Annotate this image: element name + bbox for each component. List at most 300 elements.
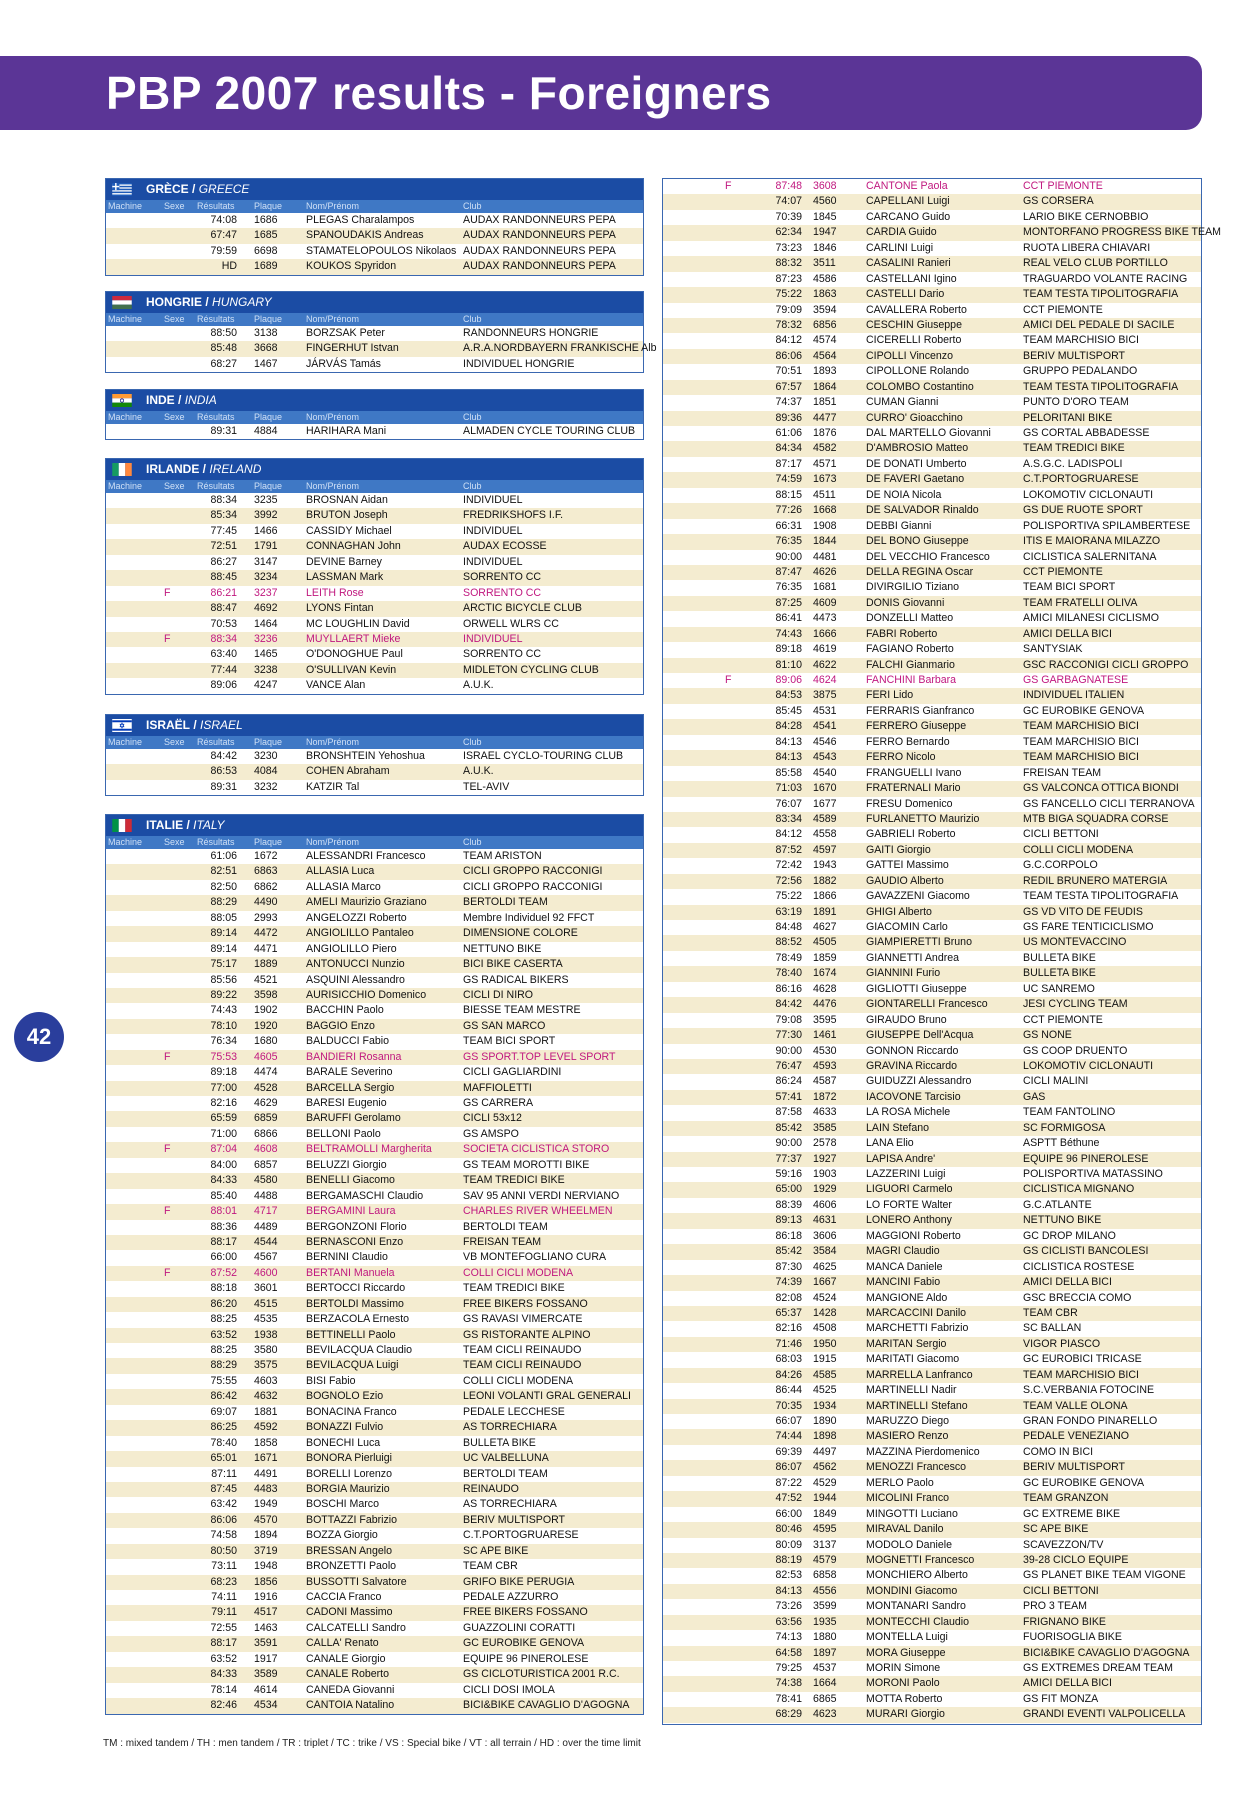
rider-name-cell: BANDIERI Rosanna <box>306 1050 402 1063</box>
result-cell: 76:07 <box>775 797 802 810</box>
rider-name-cell: MORIN Simone <box>866 1662 941 1674</box>
country-name: HONGRIE / HUNGARY <box>146 295 272 309</box>
result-cell: 69:07 <box>210 1405 237 1418</box>
result-cell: 86:18 <box>775 1229 802 1242</box>
rider-name-cell: FERRO Bernardo <box>866 735 950 748</box>
result-cell: 79:08 <box>775 1013 802 1026</box>
rider-name-cell: CADONI Massimo <box>306 1606 393 1619</box>
result-cell: 63:56 <box>775 1615 802 1628</box>
result-cell: 65:37 <box>775 1306 802 1319</box>
rider-name-cell: GIRAUDO Bruno <box>866 1013 947 1026</box>
plate-cell: 4084 <box>254 765 278 778</box>
plate-cell: 3137 <box>813 1538 837 1551</box>
plate-cell: 4473 <box>813 612 837 625</box>
result-cell: 82:50 <box>210 880 237 893</box>
rider-name-cell: ALESSANDRI Francesco <box>306 850 426 862</box>
column-header-name: Nom/Prénom <box>306 737 360 747</box>
table-row <box>106 1544 643 1559</box>
rider-name-cell: BRUTON Joseph <box>306 509 388 522</box>
column-header-results: Résultats <box>197 314 235 324</box>
result-cell: 88:39 <box>775 1198 802 1211</box>
table-row <box>106 1158 643 1173</box>
column-header-machine: Machine <box>108 314 143 324</box>
result-cell: 59:16 <box>775 1168 802 1180</box>
rider-name-cell: MENOZZI Francesco <box>866 1461 967 1474</box>
club-cell: CCT PIEMONTE <box>1023 1013 1103 1026</box>
plate-cell: 3594 <box>813 303 837 316</box>
table-row <box>663 688 1201 703</box>
result-cell: 88:52 <box>775 936 802 949</box>
table-row <box>663 1260 1201 1275</box>
club-cell: AUDAX RANDONNEURS PEPA <box>463 244 616 257</box>
result-cell: 78:41 <box>775 1692 802 1705</box>
table-row <box>663 1615 1201 1630</box>
rider-name-cell: CASTELLI Dario <box>866 288 945 301</box>
plate-cell: 3138 <box>254 327 278 339</box>
result-cell: 84:12 <box>775 828 802 841</box>
result-cell: 89:36 <box>775 411 802 424</box>
plate-cell: 4589 <box>813 812 837 825</box>
table-row <box>106 1111 643 1126</box>
table-row <box>663 318 1201 333</box>
rider-name-cell: BOGNOLO Ezio <box>306 1390 384 1403</box>
rider-name-cell: BORGIA Maurizio <box>306 1482 390 1495</box>
plate-cell: 4525 <box>813 1384 837 1397</box>
plate-cell: 1858 <box>254 1436 278 1449</box>
table-row <box>106 1266 643 1281</box>
table-row <box>106 1081 643 1096</box>
rider-name-cell: HARIHARA Mani <box>306 425 387 437</box>
rider-name-cell: BACCHIN Paolo <box>306 1004 384 1017</box>
plate-cell: 6866 <box>254 1127 278 1140</box>
table-row <box>106 586 643 601</box>
club-cell: GS VALCONCA OTTICA BIONDI <box>1023 782 1179 795</box>
table-row <box>663 1445 1201 1460</box>
club-cell: PRO 3 TEAM <box>1023 1600 1087 1613</box>
plate-cell: 1881 <box>254 1405 278 1418</box>
plate-cell: 3601 <box>254 1282 278 1295</box>
plate-cell: 6857 <box>254 1158 278 1171</box>
club-cell: FRIGNANO BIKE <box>1023 1615 1106 1628</box>
plate-cell: 1876 <box>813 427 837 439</box>
plate-cell: 1948 <box>254 1560 278 1573</box>
table-row <box>106 1142 643 1157</box>
result-cell: 79:59 <box>210 244 237 257</box>
club-cell: TEAM FANTOLINO <box>1023 1106 1116 1119</box>
result-cell: 82:51 <box>210 865 237 878</box>
table-row <box>106 780 643 795</box>
club-cell: TEAM CICLI REINAUDO <box>463 1344 582 1356</box>
table-row <box>106 1343 643 1358</box>
rider-name-cell: CANALE Giorgio <box>306 1652 386 1665</box>
rider-name-cell: BERNINI Claudio <box>306 1251 388 1264</box>
result-cell: 84:33 <box>210 1174 237 1187</box>
rider-name-cell: LEITH Rose <box>306 586 364 599</box>
club-cell: TEAM TREDICI BIKE <box>1023 442 1125 455</box>
result-cell: 68:29 <box>775 1708 802 1721</box>
result-cell: 89:14 <box>210 942 237 955</box>
plate-cell: 3584 <box>813 1245 837 1258</box>
table-row <box>663 472 1201 487</box>
table-row <box>663 256 1201 271</box>
plate-cell: 1670 <box>813 782 837 795</box>
table-row <box>663 719 1201 734</box>
plate-cell: 3719 <box>254 1544 278 1557</box>
rider-name-cell: BERNASCONI Enzo <box>306 1235 404 1248</box>
result-cell: 71:00 <box>210 1127 237 1140</box>
rider-name-cell: GIANNINI Furio <box>866 967 941 980</box>
table-row <box>663 457 1201 472</box>
table-row <box>106 926 643 941</box>
club-cell: AMICI DELLA BICI <box>1023 1276 1112 1289</box>
club-cell: COLLI CICLI MODENA <box>1023 843 1134 856</box>
club-cell: GS TEAM MOROTTI BIKE <box>463 1158 590 1171</box>
plate-cell: 4623 <box>813 1708 837 1721</box>
rider-name-cell: GHIGI Alberto <box>866 905 932 918</box>
column-header-row <box>106 480 643 493</box>
table-row <box>663 966 1201 981</box>
club-cell: DIMENSIONE COLORE <box>463 927 578 940</box>
plate-cell: 4472 <box>254 927 278 940</box>
rider-name-cell: BARUFFI Gerolamo <box>306 1112 401 1125</box>
result-cell: 90:00 <box>775 1137 802 1150</box>
plate-cell: 6862 <box>254 880 278 893</box>
column-header-club: Club <box>463 412 482 422</box>
table-row <box>106 1328 643 1343</box>
club-cell: BICI BIKE CASERTA <box>463 958 563 971</box>
country-section-india <box>105 389 644 440</box>
table-row <box>663 287 1201 302</box>
table-row <box>663 827 1201 842</box>
rider-name-cell: MARITATI Giacomo <box>866 1353 960 1366</box>
rider-name-cell: KATZIR Tal <box>306 780 360 793</box>
rider-name-cell: BRONZETTI Paolo <box>306 1560 397 1573</box>
rider-name-cell: BORZSAK Peter <box>306 327 385 339</box>
plate-cell: 3575 <box>254 1359 278 1372</box>
result-cell: 89:18 <box>775 643 802 656</box>
table-row <box>663 1522 1201 1537</box>
rider-name-cell: CALLA' Renato <box>306 1637 379 1650</box>
rider-name-cell: MANGIONE Aldo <box>866 1291 948 1304</box>
table-row <box>106 1467 643 1482</box>
table-row <box>663 781 1201 796</box>
table-row <box>663 1013 1201 1028</box>
rider-name-cell: MONTANARI Sandro <box>866 1600 966 1613</box>
result-cell: 72:51 <box>210 540 237 553</box>
rider-name-cell: DEVINE Barney <box>306 555 382 568</box>
rider-name-cell: STAMATELOPOULOS Nikolaos <box>306 244 457 257</box>
club-cell: GS CICLISTI BANCOLESI <box>1023 1245 1149 1258</box>
rider-name-cell: DE NOIA Nicola <box>866 488 942 501</box>
club-cell: RUOTA LIBERA CHIAVARI <box>1023 241 1151 254</box>
club-cell: AUDAX RANDONNEURS PEPA <box>463 229 616 242</box>
table-row <box>663 1044 1201 1059</box>
club-cell: GS FIT MONZA <box>1023 1692 1099 1705</box>
club-cell: AS TORRECHIARA <box>463 1421 557 1434</box>
plate-cell: 2993 <box>254 911 278 924</box>
table-row <box>663 1059 1201 1074</box>
table-row <box>106 1590 643 1605</box>
rider-name-cell: ALLASIA Marco <box>306 880 381 893</box>
plate-cell: 4544 <box>254 1235 278 1248</box>
club-cell: FREDRIKSHOFS I.F. <box>463 509 564 522</box>
table-row <box>663 1383 1201 1398</box>
plate-cell: 6863 <box>254 865 278 878</box>
result-cell: 75:53 <box>210 1050 237 1063</box>
club-cell: BERIV MULTISPORT <box>1023 349 1126 362</box>
plate-cell: 4474 <box>254 1066 278 1079</box>
result-cell: 74:13 <box>775 1631 802 1644</box>
plate-cell: 1902 <box>254 1004 278 1017</box>
rider-name-cell: GAVAZZENI Giacomo <box>866 890 970 903</box>
club-cell: FREISAN TEAM <box>1023 766 1102 779</box>
table-row <box>663 1368 1201 1383</box>
rider-name-cell: BERTANI Manuela <box>306 1266 395 1279</box>
sex-cell: F <box>725 180 732 192</box>
table-row <box>663 611 1201 626</box>
result-cell: 78:14 <box>210 1683 237 1696</box>
hungary-flag <box>112 296 132 309</box>
table-row <box>663 333 1201 348</box>
plate-cell: 4585 <box>813 1368 837 1381</box>
column-header-machine: Machine <box>108 201 143 211</box>
rider-name-cell: COHEN Abraham <box>306 765 390 778</box>
club-cell: TEAM BICI SPORT <box>1023 581 1116 594</box>
plate-cell: 3234 <box>254 571 278 584</box>
club-cell: ITIS E MAIORANA MILAZZO <box>1023 535 1161 548</box>
rider-name-cell: BENELLI Giacomo <box>306 1174 395 1187</box>
club-cell: TEAM MARCHISIO BICI <box>1023 720 1139 733</box>
page-number: 42 <box>14 1012 64 1062</box>
india-flag <box>112 394 132 407</box>
column-header-machine: Machine <box>108 412 143 422</box>
plate-cell: 4567 <box>254 1251 278 1264</box>
result-cell: 78:32 <box>775 318 802 331</box>
result-cell: 77:44 <box>210 663 237 676</box>
plate-cell: 1897 <box>813 1646 837 1659</box>
rider-name-cell: CASALINI Ranieri <box>866 257 951 270</box>
rider-name-cell: MARUZZO Diego <box>866 1415 949 1427</box>
club-cell: AUDAX ECOSSE <box>463 540 547 553</box>
country-section-greece <box>105 178 644 276</box>
table-row <box>663 627 1201 642</box>
column-header-name: Nom/Prénom <box>306 314 360 324</box>
rider-name-cell: PLEGAS Charalampos <box>306 214 415 226</box>
plate-cell: 1664 <box>813 1677 837 1690</box>
table-row <box>106 764 643 779</box>
rider-name-cell: MONCHIERO Alberto <box>866 1569 968 1582</box>
table-row <box>106 647 643 662</box>
country-header <box>106 390 643 411</box>
table-row <box>106 1575 643 1590</box>
table-row <box>663 1321 1201 1336</box>
table-row <box>663 1630 1201 1645</box>
rider-name-cell: MONDINI Giacomo <box>866 1584 958 1597</box>
plate-cell: 1927 <box>813 1152 837 1165</box>
table-row <box>106 357 643 372</box>
club-cell: UC SANREMO <box>1023 982 1095 995</box>
rider-name-cell: BOSCHI Marco <box>306 1498 379 1511</box>
table-row <box>663 1460 1201 1475</box>
table-row <box>663 1568 1201 1583</box>
club-cell: LOKOMOTIV CICLONAUTI <box>1023 488 1154 501</box>
country-name-fr: INDE <box>146 393 175 407</box>
rider-name-cell: FERRARIS Gianfranco <box>866 704 975 717</box>
club-cell: GRUPPO PEDALANDO <box>1023 365 1138 378</box>
rider-name-cell: LANA Elio <box>866 1137 914 1150</box>
table-row <box>663 1152 1201 1167</box>
result-cell: 86:44 <box>775 1384 802 1397</box>
column-header-sexe: Sexe <box>164 314 185 324</box>
result-cell: 84:13 <box>775 735 802 748</box>
plate-cell: 1668 <box>813 504 837 517</box>
table-row <box>663 441 1201 456</box>
rider-name-cell: CANEDA Giovanni <box>306 1683 395 1696</box>
rider-name-cell: CANTOIA Natalino <box>306 1699 395 1712</box>
club-cell: A.R.A.NORDBAYERN FRANKISCHE Alb <box>463 342 657 355</box>
rider-name-cell: CONNAGHAN John <box>306 540 401 553</box>
country-name-fr: IRLANDE <box>146 462 200 476</box>
plate-cell: 6698 <box>254 244 278 257</box>
plate-cell: 4560 <box>813 195 837 208</box>
result-cell: 74:08 <box>210 214 237 226</box>
result-cell: 74:59 <box>775 473 802 486</box>
rider-name-cell: MURARI Giorgio <box>866 1708 945 1721</box>
rider-name-cell: GIAMPIERETTI Bruno <box>866 936 972 949</box>
plate-cell: 1894 <box>254 1529 278 1542</box>
club-cell: TEAM GRANZON <box>1023 1492 1109 1505</box>
country-name-en: GREECE <box>198 182 250 196</box>
plate-cell: 4579 <box>813 1553 837 1566</box>
plate-cell: 1846 <box>813 241 837 254</box>
column-header-sexe: Sexe <box>164 412 185 422</box>
table-row <box>663 1198 1201 1213</box>
plate-cell: 3606 <box>813 1229 837 1242</box>
result-cell: 72:55 <box>210 1621 237 1634</box>
rider-name-cell: MC LOUGHLIN David <box>306 617 410 630</box>
rider-name-cell: DAL MARTELLO Giovanni <box>866 427 991 439</box>
result-cell: 84:26 <box>775 1368 802 1381</box>
table-row <box>106 1636 643 1651</box>
result-cell: 87:48 <box>775 180 802 192</box>
plate-cell: 4626 <box>813 565 837 578</box>
result-cell: 86:42 <box>210 1390 237 1403</box>
table-row <box>663 905 1201 920</box>
table-row <box>663 503 1201 518</box>
plate-cell: 4580 <box>254 1174 278 1187</box>
result-cell: 74:11 <box>211 1591 237 1603</box>
table-row <box>106 632 643 647</box>
result-cell: 77:26 <box>775 504 802 517</box>
result-cell: 85:42 <box>775 1121 802 1134</box>
plate-cell: 4605 <box>254 1050 278 1063</box>
club-cell: PELORITANI BIKE <box>1023 411 1113 424</box>
result-cell: 87:04 <box>210 1143 237 1156</box>
table-row <box>663 1291 1201 1306</box>
sex-cell: F <box>164 1205 171 1218</box>
result-cell: 86:21 <box>210 586 237 599</box>
plate-cell: 6858 <box>813 1569 837 1582</box>
result-cell: 87:47 <box>775 565 802 578</box>
club-cell: CICLI MALINI <box>1023 1075 1089 1088</box>
result-cell: 86:24 <box>775 1075 802 1088</box>
result-cell: 84:00 <box>210 1158 237 1171</box>
club-cell: TEAM CBR <box>1023 1306 1078 1319</box>
club-cell: NETTUNO BIKE <box>463 942 542 955</box>
plate-cell: 4477 <box>813 411 837 424</box>
table-row <box>106 1204 643 1219</box>
club-cell: GS VD VITO DE FEUDIS <box>1023 905 1143 918</box>
club-cell: A.U.K. <box>463 679 494 692</box>
plate-cell: 1845 <box>813 210 837 223</box>
plate-cell: 4622 <box>813 658 837 671</box>
sex-cell: F <box>164 1266 171 1279</box>
plate-cell: 1934 <box>813 1399 837 1412</box>
plate-cell: 6856 <box>813 318 837 331</box>
rider-name-cell: GIANNETTI Andrea <box>866 951 960 964</box>
result-cell: 75:17 <box>210 958 237 971</box>
rider-name-cell: GATTEI Massimo <box>866 859 949 872</box>
plate-cell: 1666 <box>813 627 837 640</box>
club-cell: TEAM TREDICI BIKE <box>463 1282 565 1295</box>
table-row <box>663 488 1201 503</box>
table-row <box>663 349 1201 364</box>
rider-name-cell: MANCA Daniele <box>866 1260 943 1273</box>
column-header-name: Nom/Prénom <box>306 481 360 491</box>
result-cell: 66:00 <box>210 1251 237 1264</box>
table-row <box>106 864 643 879</box>
column-header-results: Résultats <box>197 481 235 491</box>
rider-name-cell: GAUDIO Alberto <box>866 874 944 887</box>
rider-name-cell: ALLASIA Luca <box>306 865 375 878</box>
plate-cell: 3585 <box>813 1121 837 1134</box>
club-cell: US MONTEVACCINO <box>1023 936 1127 949</box>
country-name: INDE / INDIA <box>146 393 217 407</box>
table-row <box>106 1127 643 1142</box>
club-cell: BULLETA BIKE <box>463 1436 536 1449</box>
club-cell: CICLI DI NIRO <box>463 988 534 1001</box>
rider-name-cell: FRATERNALI Mario <box>866 782 961 795</box>
rider-name-cell: BERGONZONI Florio <box>306 1220 407 1233</box>
plate-cell: 1908 <box>813 519 837 532</box>
rider-name-cell: FANCHINI Barbara <box>866 674 957 686</box>
plate-cell: 1851 <box>813 396 837 409</box>
table-row <box>663 1182 1201 1197</box>
column-header-machine: Machine <box>108 481 143 491</box>
plate-cell: 3595 <box>813 1013 837 1026</box>
country-name-en: HUNGARY <box>212 295 272 309</box>
rider-name-cell: BONECHI Luca <box>306 1436 381 1449</box>
club-cell: AUDAX RANDONNEURS PEPA <box>463 260 616 273</box>
table-row <box>106 493 643 508</box>
plate-cell: 1920 <box>254 1019 278 1032</box>
column-header-results: Résultats <box>197 837 235 847</box>
plate-cell: 4534 <box>254 1699 278 1712</box>
israel-flag <box>112 719 132 732</box>
result-cell: 65:01 <box>210 1452 237 1465</box>
result-cell: 87:11 <box>211 1467 237 1480</box>
table-row <box>663 1399 1201 1414</box>
club-cell: TEAM TESTA TIPOLITOGRAFIA <box>1023 288 1179 301</box>
rider-name-cell: JÁRVÁS Tamás <box>306 357 381 370</box>
rider-name-cell: MODOLO Daniele <box>866 1538 952 1551</box>
table-row <box>663 1074 1201 1089</box>
sex-cell: F <box>164 1050 171 1063</box>
result-cell: 86:27 <box>210 555 237 568</box>
plate-cell: 4609 <box>813 596 837 609</box>
plate-cell: 1935 <box>813 1615 837 1628</box>
italy-flag <box>112 819 132 832</box>
